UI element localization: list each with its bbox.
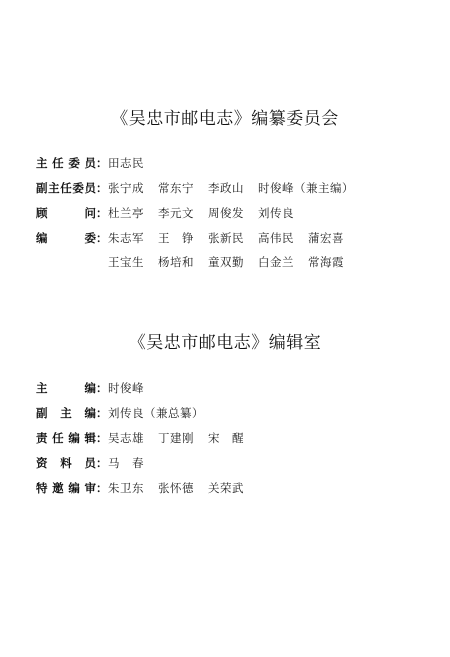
person-name: 高伟民 xyxy=(258,231,294,245)
row-label: 顾问 xyxy=(36,206,96,220)
person-name: 马 春 xyxy=(108,456,144,470)
person-name: 吴志雄 xyxy=(108,431,144,445)
row-colon: ： xyxy=(96,406,108,420)
row-colon: ： xyxy=(96,381,108,395)
row-names xyxy=(108,403,204,423)
office-title: 《吴忠市邮电志》编辑室 xyxy=(128,333,322,353)
row-colon: ： xyxy=(96,231,108,245)
person-name: 张新民 xyxy=(208,231,244,245)
row-label: 责任编辑 xyxy=(36,431,96,445)
committee-title: 《吴忠市邮电志》编纂委员会 xyxy=(111,109,339,129)
person-name: 常海霞 xyxy=(308,255,344,269)
row-colon: ： xyxy=(96,456,108,470)
row-colon: ： xyxy=(96,431,108,445)
row-label: 主任委员 xyxy=(36,156,96,170)
row-names xyxy=(108,378,144,398)
person-name: 丁建刚 xyxy=(158,431,194,445)
row-names xyxy=(108,228,344,248)
row-colon: ： xyxy=(96,181,108,195)
person-name: 时俊峰（兼主编） xyxy=(258,181,354,195)
row-colon: ： xyxy=(96,156,108,170)
row-names xyxy=(108,428,244,448)
row-names xyxy=(108,203,294,223)
person-name: 刘传良（兼总纂） xyxy=(108,406,204,420)
person-name: 杨培和 xyxy=(158,255,194,269)
person-name: 关荣武 xyxy=(208,481,244,495)
person-name: 王 铮 xyxy=(158,231,194,245)
row-label: 主编 xyxy=(36,381,96,395)
person-name: 张宁成 xyxy=(108,181,144,195)
row-label: 副主任委员 xyxy=(36,181,96,195)
row-names xyxy=(108,178,354,198)
person-name: 朱志军 xyxy=(108,231,144,245)
row-names xyxy=(108,478,244,498)
person-name: 王宝生 xyxy=(108,255,144,269)
person-name: 时俊峰 xyxy=(108,381,144,395)
row-label: 资料员 xyxy=(36,456,96,470)
row-label: 编委 xyxy=(36,231,96,245)
person-name: 周俊发 xyxy=(208,206,244,220)
row-names xyxy=(108,453,144,473)
person-name: 宋 醒 xyxy=(208,431,244,445)
person-name: 白金兰 xyxy=(258,255,294,269)
row-colon: ： xyxy=(96,481,108,495)
person-name: 李元文 xyxy=(158,206,194,220)
person-name: 童双勤 xyxy=(208,255,244,269)
person-name: 田志民 xyxy=(108,156,144,170)
person-name: 张怀德 xyxy=(158,481,194,495)
row-label: 特邀编审 xyxy=(36,481,96,495)
person-name: 李政山 xyxy=(208,181,244,195)
row-label: 副主编 xyxy=(36,406,96,420)
person-name: 蒲宏喜 xyxy=(308,231,344,245)
row-names xyxy=(108,252,344,272)
person-name: 刘传良 xyxy=(258,206,294,220)
row-colon: ： xyxy=(96,206,108,220)
person-name: 常东宁 xyxy=(158,181,194,195)
person-name: 朱卫东 xyxy=(108,481,144,495)
row-names xyxy=(108,153,144,173)
person-name: 杜兰亭 xyxy=(108,206,144,220)
